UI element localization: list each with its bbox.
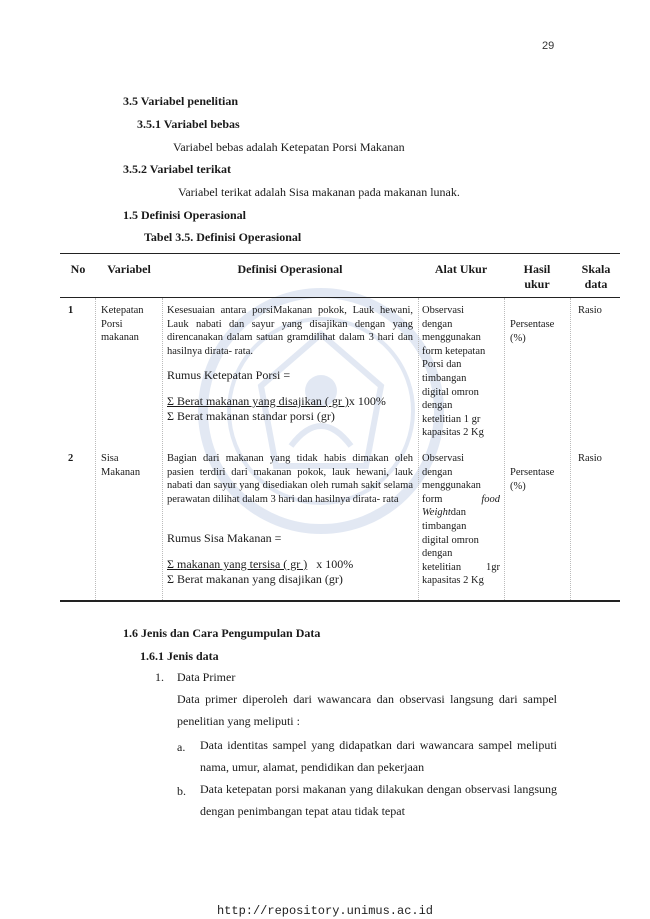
- row1-alat-line: Observasi: [422, 305, 464, 316]
- row1-hasil: [510, 318, 554, 345]
- row2-skala: Rasio: [578, 453, 602, 464]
- table-header-rule: [60, 297, 620, 298]
- column-divider: [570, 298, 571, 600]
- row2-alat-line: [422, 493, 500, 507]
- header-variabel: Variabel: [107, 262, 151, 276]
- row2-alat-word: 1gr: [486, 561, 500, 573]
- section-1-5-heading: 1.5 Definisi Operasional: [123, 208, 247, 222]
- row1-rumus-numerator: [167, 394, 386, 409]
- row1-variabel-line: Porsi: [101, 318, 123, 330]
- row1-alat-line: Porsi dan: [422, 359, 462, 371]
- column-divider: [95, 298, 96, 600]
- row1-alat-line: dengan: [422, 318, 453, 330]
- row2-variabel-line: Sisa: [101, 453, 119, 464]
- row1-alat-line: menggunakan: [422, 332, 481, 344]
- row2-no: 2: [68, 453, 74, 464]
- column-divider: [504, 298, 505, 600]
- row2-alat-line: dengan: [422, 548, 453, 560]
- list-number-1: 1.: [155, 670, 164, 684]
- row1-alat-line: form ketepatan: [422, 345, 486, 357]
- row1-rumus-num-text: Σ Berat makanan yang disajikan ( gr ): [167, 394, 349, 408]
- header-skala-line1: Skala: [581, 262, 611, 276]
- column-divider: [162, 298, 163, 600]
- row2-alat-line: [422, 506, 500, 520]
- row1-variabel: [101, 304, 144, 345]
- page-number: 29: [542, 40, 555, 52]
- row2-alat-line: kapasitas 2 Kg: [422, 575, 484, 587]
- section-3-5-1-heading: 3.5.1 Variabel bebas: [137, 117, 240, 131]
- section-3-5-1-text: Variabel bebas adalah Ketepatan Porsi Makanan: [173, 140, 405, 154]
- section-3-5-heading: 3.5 Variabel penelitian: [123, 94, 239, 108]
- row2-alat-word: ketelitian: [422, 561, 462, 573]
- row2-alat-ukur: [422, 452, 500, 588]
- row2-alat-line: dengan: [422, 466, 453, 478]
- row1-alat-line: timbangan: [422, 372, 467, 384]
- header-alat-ukur: Alat Ukur: [434, 262, 488, 276]
- row2-alat-word: food: [481, 493, 500, 505]
- row1-no: 1: [68, 305, 74, 316]
- sublist-item-b: Data ketepatan porsi makanan yang dilakukan dengan observasi langsung dengan penimbangan tepat atau tidak tepat: [200, 782, 557, 818]
- row1-skala: Rasio: [578, 305, 602, 316]
- row2-variabel-line: Makanan: [101, 466, 141, 478]
- column-divider: [418, 298, 419, 600]
- row2-alat-word: Weight: [422, 507, 451, 519]
- data-primer-paragraph: Data primer diperoleh dari wawancara dan observasi langsung dari sampel penelitian yang meliputi :: [177, 692, 557, 728]
- row2-rumus-label: Rumus Sisa Makanan =: [167, 531, 282, 545]
- row2-alat-line: digital omron: [422, 534, 479, 546]
- row1-alat-ukur: [422, 304, 502, 440]
- header-definisi: Definisi Operasional: [237, 262, 343, 276]
- header-hasil-line2: ukur: [524, 277, 550, 291]
- row1-alat-line: ketelitian 1 gr: [422, 413, 481, 425]
- row2-alat-line: [422, 561, 500, 575]
- row2-hasil-line: Persentase: [510, 467, 555, 478]
- row2-rumus-num-text: Σ makanan yang tersisa ( gr ): [167, 557, 308, 571]
- row2-hasil-line: (%): [510, 480, 526, 492]
- header-hasil-line1: Hasil: [523, 262, 551, 276]
- row2-alat-line: Observasi: [422, 453, 464, 464]
- row2-alat-word: form: [422, 493, 443, 505]
- section-3-5-2-heading: 3.5.2 Variabel terikat: [123, 162, 231, 176]
- row2-alat-line: menggunakan: [422, 480, 481, 492]
- row1-alat-line: kapasitas 2 Kg: [422, 427, 484, 439]
- row1-definisi: Kesesuaian antara porsiMakanan pokok, Lauk hewani, Lauk nabati dan sayur yang disajikan dengan yang direncanakan dalam satuan gramdilihat dalam 3 hari dan hasilnya dirata- rata.: [167, 305, 413, 357]
- header-no: No: [70, 262, 86, 276]
- header-hasil-ukur: [505, 262, 569, 292]
- row1-variabel-line: makanan: [101, 332, 139, 344]
- row1-alat-line: digital omron: [422, 386, 479, 398]
- sublist-label-a: a.: [177, 740, 186, 754]
- table-title: Tabel 3.5. Definisi Operasional: [144, 230, 302, 244]
- row2-variabel: [101, 452, 140, 479]
- sublist-label-b: b.: [177, 784, 186, 798]
- row2-definisi: Bagian dari makanan yang tidak habis dimakan oleh pasien terdiri dari makanan pokok, lauk hewani, lauk nabati dan sayur yang disediakan oleh rumah sakit selama perawatan dilihat dalam 3 hari dan hasilnya dirata- rata: [167, 453, 413, 505]
- row1-rumus-label: Rumus Ketepatan Porsi =: [167, 368, 291, 382]
- row1-alat-line: dengan: [422, 400, 453, 412]
- row1-rumus-mult: x 100%: [348, 394, 386, 408]
- row1-rumus-denominator: Σ Berat makanan standar porsi (gr): [167, 409, 335, 423]
- row2-hasil: [510, 466, 554, 493]
- row1-variabel-line: Ketepatan: [101, 305, 144, 316]
- section-1-6-1-heading: 1.6.1 Jenis data: [140, 649, 219, 663]
- table-bottom-rule: [60, 600, 620, 602]
- row2-rumus-mult: x 100%: [316, 557, 354, 571]
- header-skala-data: [572, 262, 620, 292]
- table-top-rule: [60, 253, 620, 254]
- list-item-data-primer: Data Primer: [177, 670, 236, 684]
- row2-rumus-denominator: Σ Berat makanan yang disajikan (gr): [167, 572, 343, 586]
- row1-hasil-line: (%): [510, 332, 526, 344]
- footer-url: http://repository.unimus.ac.id: [216, 904, 434, 918]
- row1-hasil-line: Persentase: [510, 319, 555, 330]
- section-3-5-2-text: Variabel terikat adalah Sisa makanan pada makanan lunak.: [178, 185, 460, 199]
- row2-alat-word: dan: [450, 507, 466, 519]
- row2-rumus-numerator: [167, 557, 353, 572]
- row2-alat-line: timbangan: [422, 520, 467, 532]
- sublist-item-a: Data identitas sampel yang didapatkan dari wawancara sampel meliputi nama, umur, alamat, pendidikan dan pekerjaan: [200, 738, 557, 774]
- header-skala-line2: data: [584, 277, 608, 291]
- section-1-6-heading: 1.6 Jenis dan Cara Pengumpulan Data: [123, 626, 321, 640]
